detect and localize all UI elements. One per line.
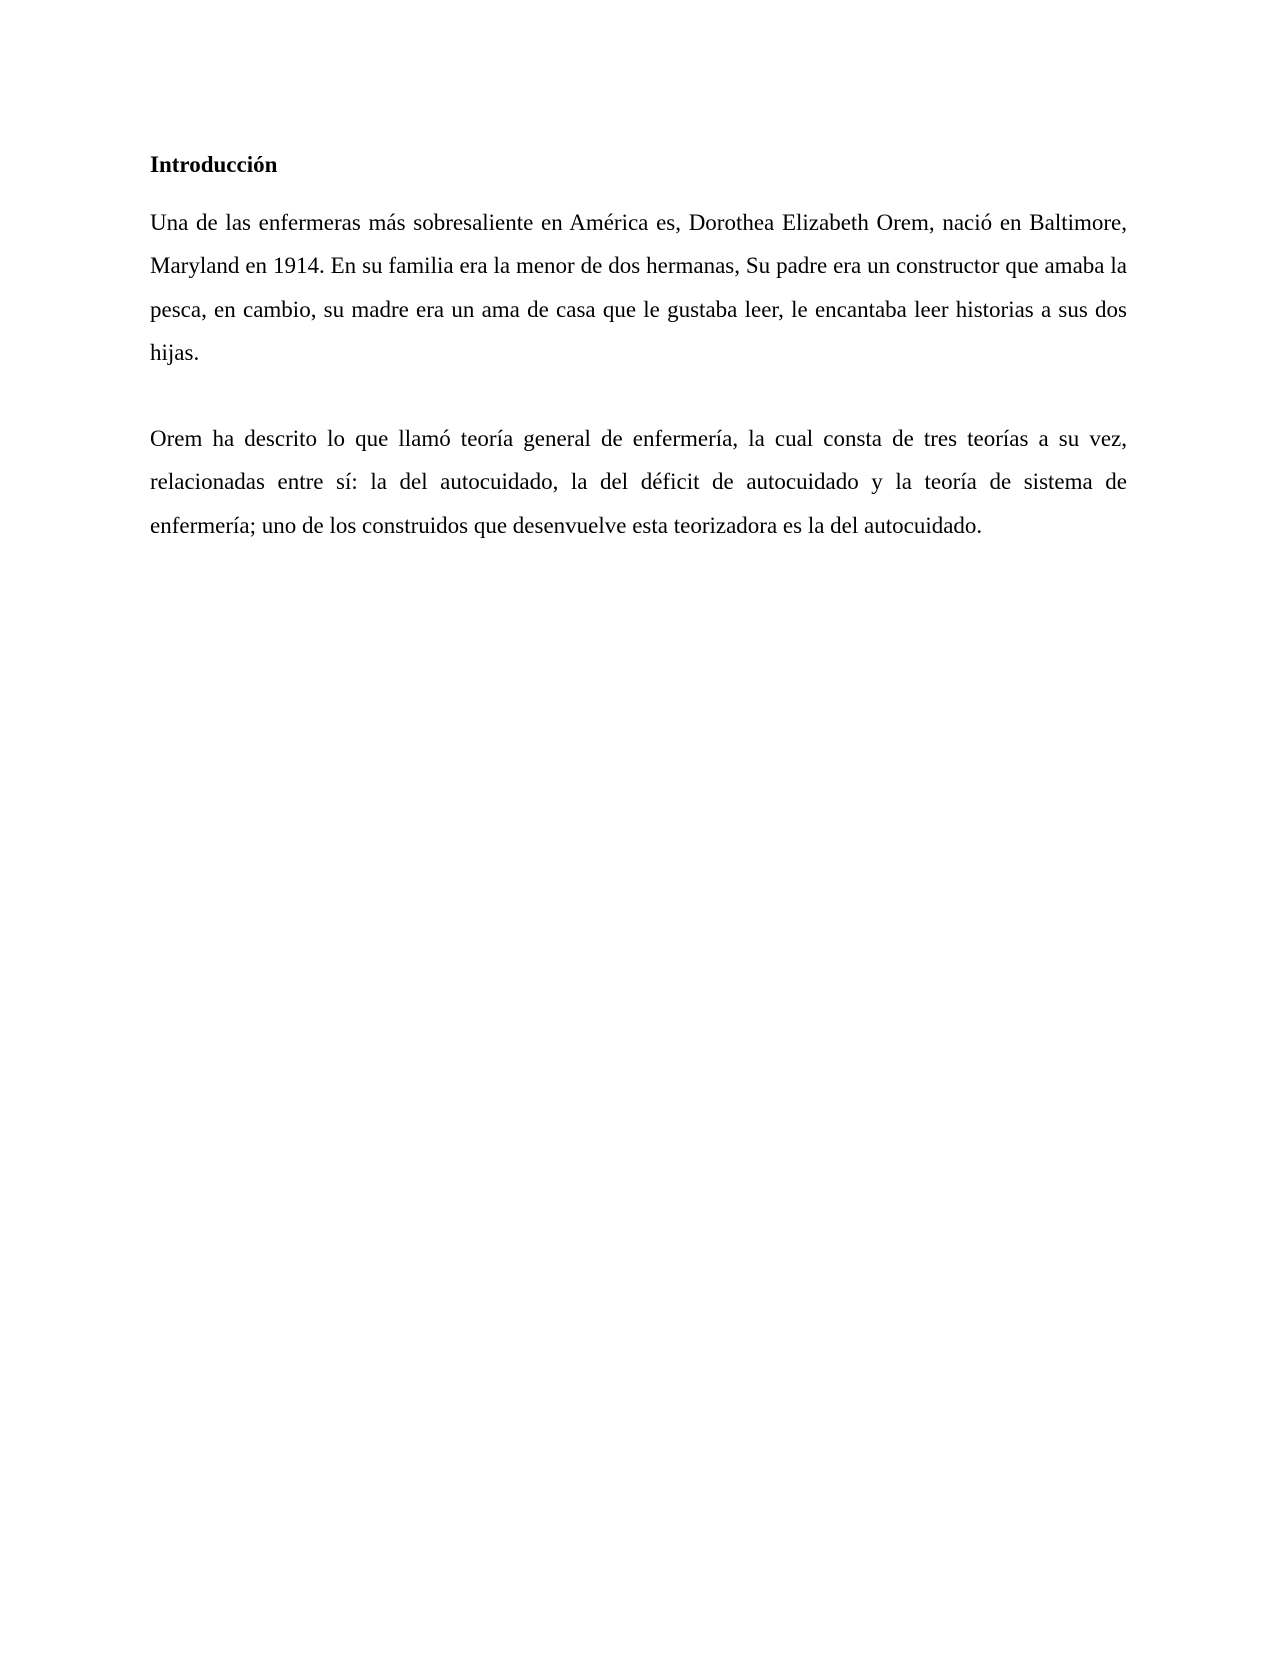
document-body [150,144,1127,547]
paragraph-orem-biography: Una de las enfermeras más sobresaliente en América es, Dorothea Elizabeth Orem, nació en Baltimore, Maryland en 1914. En su familia era la menor de dos hermanas, Su padre era un constructor que amaba la pesca, en cambio, su madre era un ama de casa que le gustaba leer, le encantaba leer historias a sus dos hijas. [150,210,1127,365]
paragraph-orem-theory: Orem ha descrito lo que llamó teoría general de enfermería, la cual consta de tres teorías a su vez, relacionadas entre sí: la del autocuidado, la del déficit de autocuidado y la teoría de sistema de enfermería; uno de los construidos que desenvuelve esta teorizadora es la del autocuidado. [150,426,1127,538]
section-heading: Introducción [150,152,278,177]
